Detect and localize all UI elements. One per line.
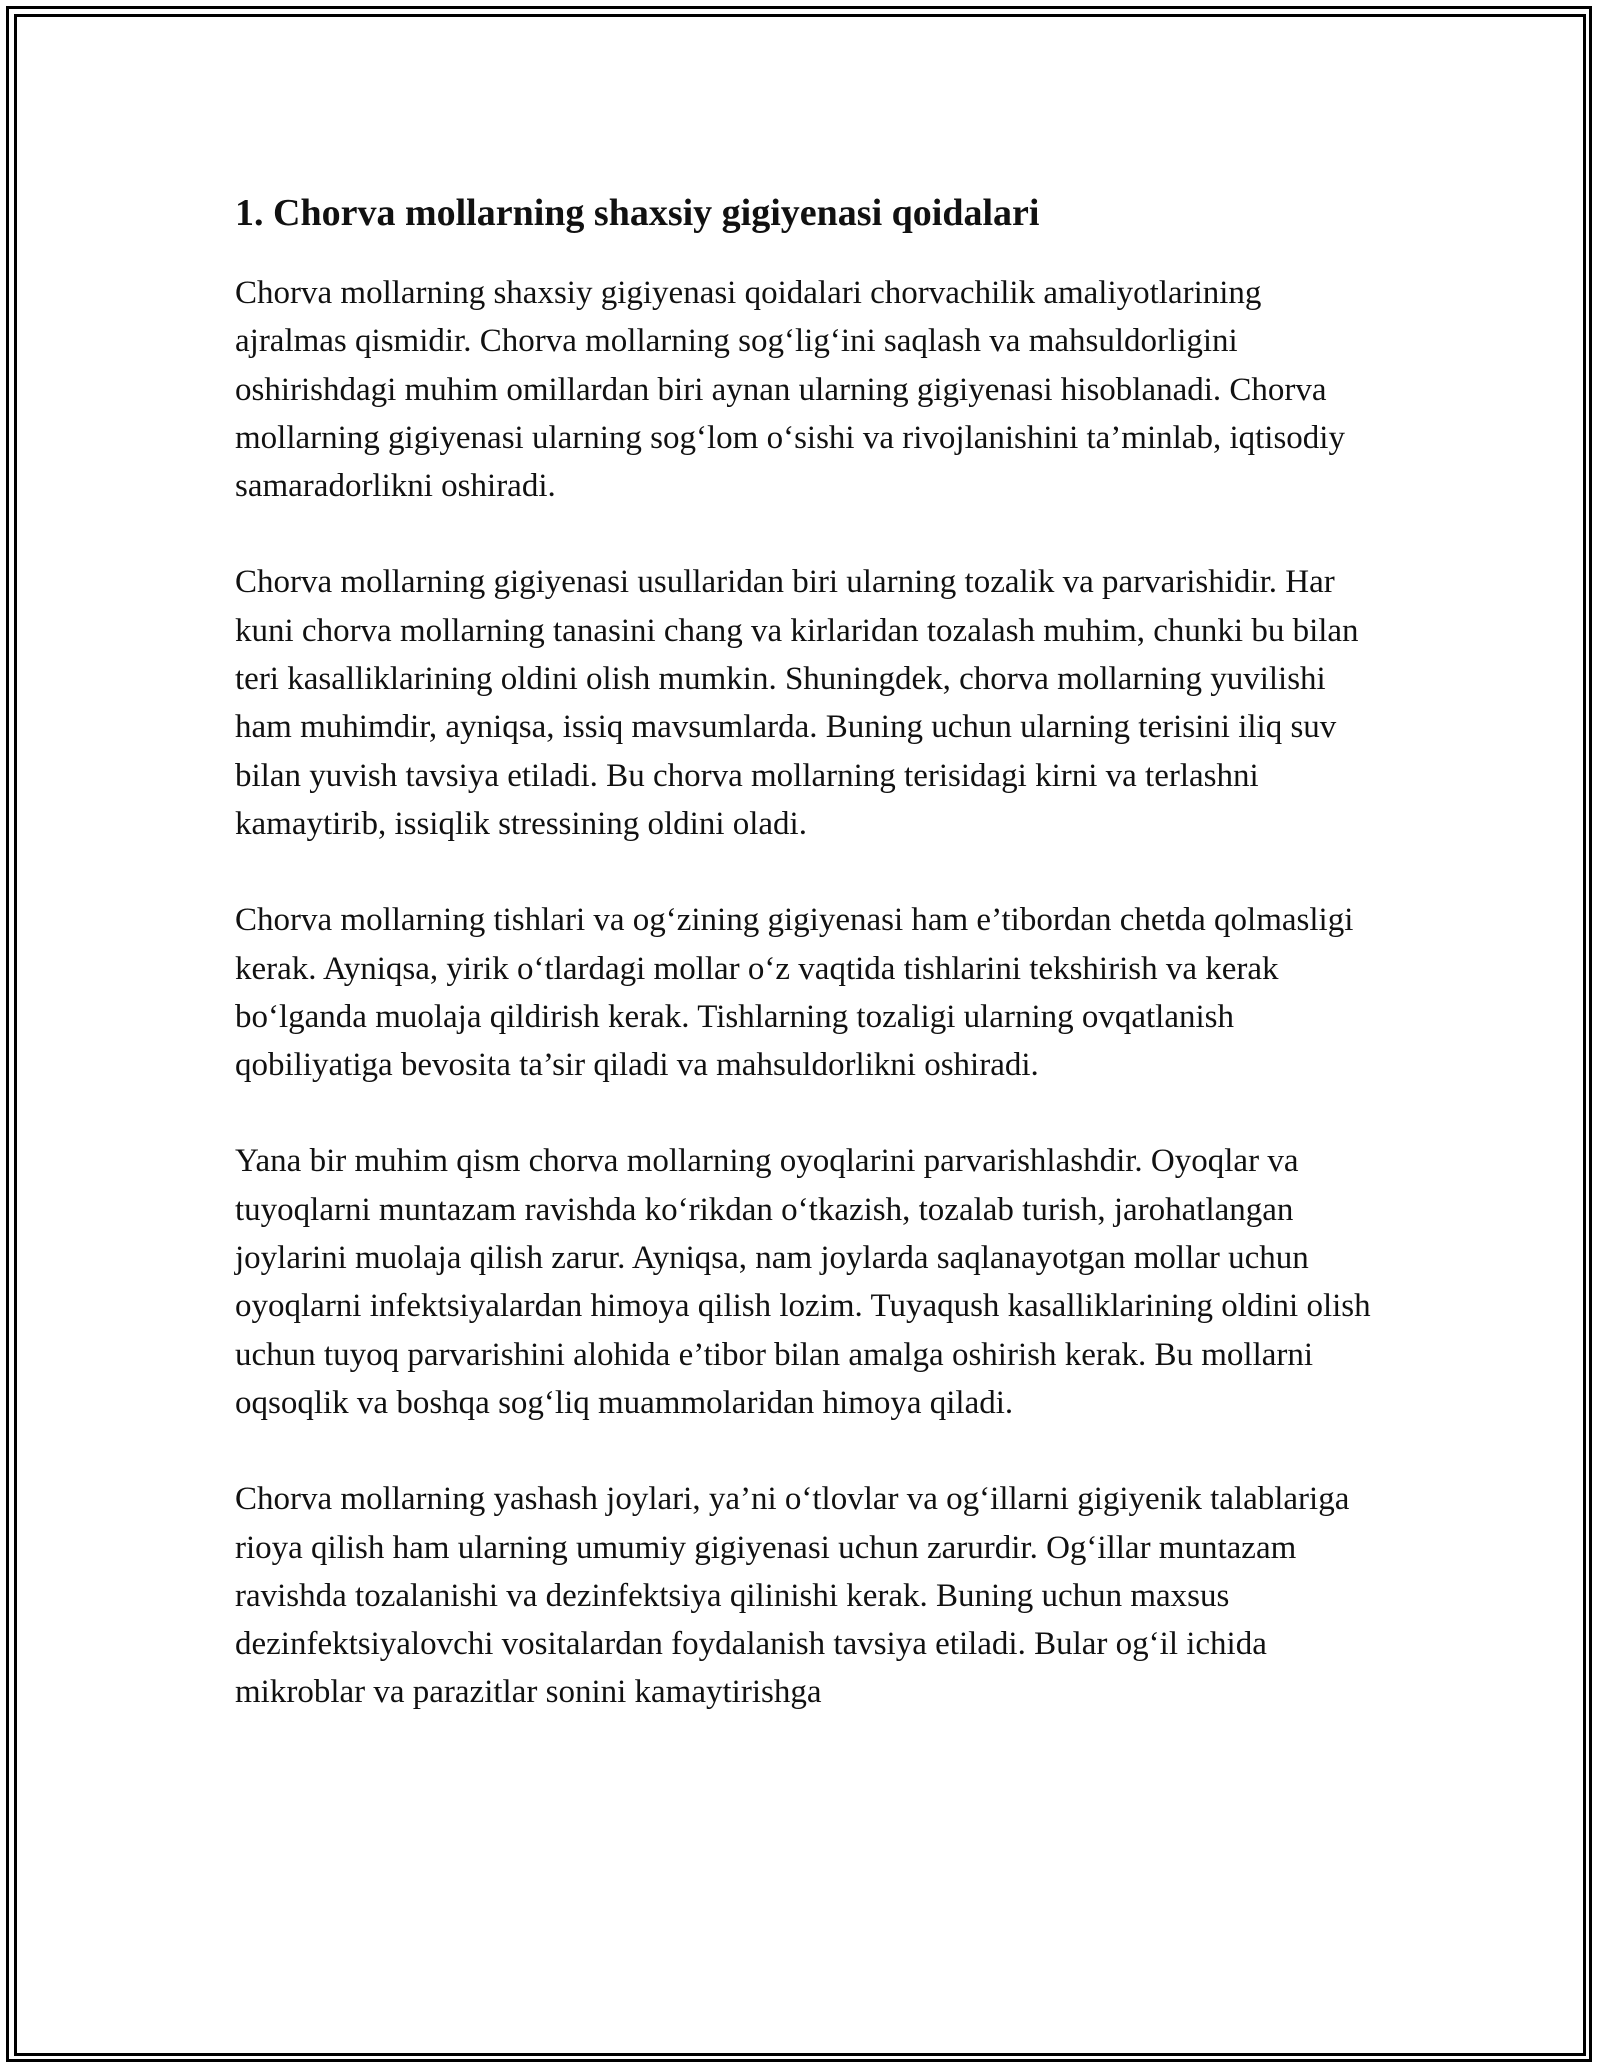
section-heading: 1. Chorva mollarning shaxsiy gigiyenasi qoidalari — [235, 192, 1040, 234]
paragraph: Chorva mollarning tishlari va og‘zining gigiyenasi ham e’tibordan chetda qolmasligi kerak. Ayniqsa, yirik o‘tlardagi mollar o‘z vaqtida tishlarini tekshirish va kerak bo‘lganda muolaja qildirish kerak. Tishlarning tozaligi ularning ovqatlanish qobiliyatiga bevosita ta’sir qiladi va mahsuldorlikni oshiradi. — [235, 902, 1354, 1084]
paragraph: Chorva mollarning yashash joylari, ya’ni o‘tlovlar va og‘illarni gigiyenik talablariga rioya qilish ham ularning umumiy gigiyenasi uchun zarurdir. Og‘illar muntazam ravishda tozalanishi va dezinfektsiya qilinishi kerak. Buning uchun maxsus dezinfektsiyalovchi vositalardan foydalanish tavsiya etiladi. Bular og‘il ichida mikroblar va parazitlar sonini kamaytirishga — [235, 1481, 1350, 1711]
paragraph: Chorva mollarning shaxsiy gigiyenasi qoidalari chorvachilik amaliyotlarining ajralmas qismidir. Chorva mollarning sog‘lig‘ini saqlash va mahsuldorligini oshirishdagi muhim omillardan biri aynan ularning gigiyenasi hisoblanadi. Chorva mollarning gigiyenasi ularning sog‘lom o‘sishi va rivojlanishini ta’minlab, iqtisodiy samaradorlikni oshiradi. — [235, 275, 1345, 505]
paragraph: Chorva mollarning gigiyenasi usullaridan biri ularning tozalik va parvarishidir. Har kuni chorva mollarning tanasini chang va kirlaridan tozalash muhim, chunki bu bilan teri kasalliklarining oldini olish mumkin. Shuningdek, chorva mollarning yuvilishi ham muhimdir, ayniqsa, issiq mavsumlarda. Buning uchun ularning terisini iliq suv bilan yuvish tavsiya etiladi. Bu chorva mollarning terisidagi kirni va terlashni kamaytirib, issiqlik stressining oldini oladi. — [235, 564, 1359, 842]
document-body — [235, 183, 1375, 1765]
paragraph: Yana bir muhim qism chorva mollarning oyoqlarini parvarishlashdir. Oyoqlar va tuyoqlarni muntazam ravishda ko‘rikdan o‘tkazish, tozalab turish, jarohatlangan joylarini muolaja qilish zarur. Ayniqsa, nam joylarda saqlanayotgan mollar uchun oyoqlarni infektsiyalardan himoya qilish lozim. Tuyaqush kasalliklarining oldini olish uchun tuyoq parvarishini alohida e’tibor bilan amalga oshirish kerak. Bu mollarni oqsoqlik va boshqa sog‘liq muammolaridan himoya qiladi. — [235, 1143, 1371, 1421]
